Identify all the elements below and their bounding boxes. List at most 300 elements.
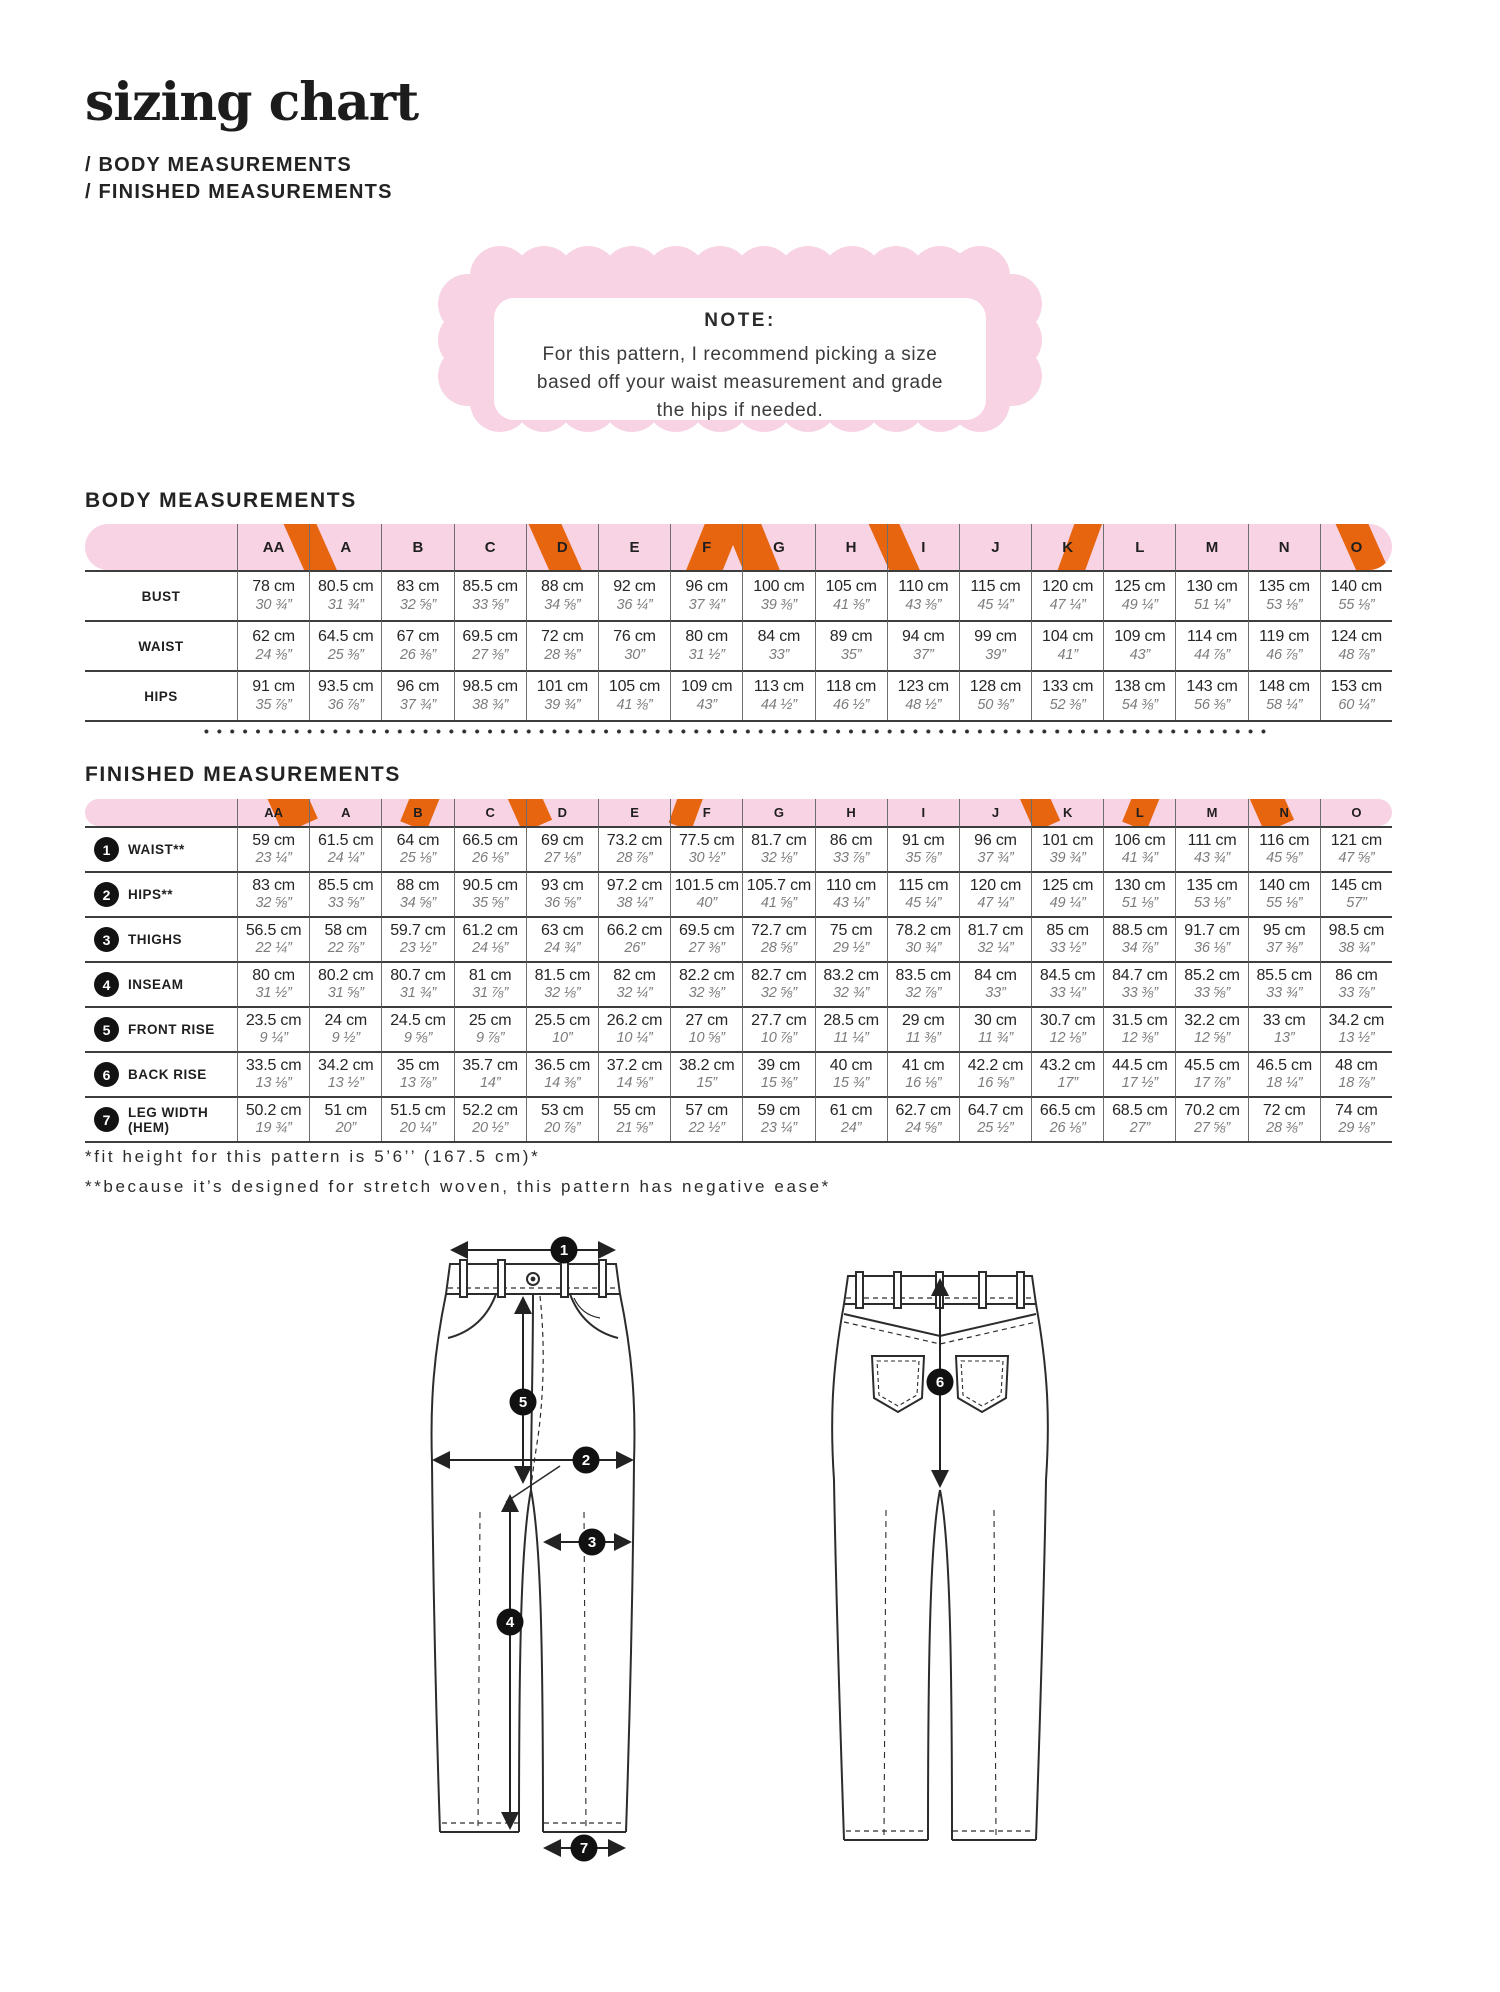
measurement-cell <box>1320 916 1392 961</box>
measurement-cm: 66.5 cm <box>1039 1102 1096 1119</box>
measurement-cell <box>670 1006 742 1051</box>
measurement-cm: 101.5 cm <box>674 877 739 894</box>
measurement-inches: 30 ¾” <box>255 597 292 613</box>
measurement-cell <box>237 1051 309 1096</box>
crease-lines <box>478 1512 586 1828</box>
measurement-inches: 33 ¼” <box>1049 985 1086 1001</box>
measurement-cm: 83 cm <box>252 877 295 894</box>
row-number-badge: 5 <box>94 1017 119 1042</box>
measurement-cm: 80.5 cm <box>318 578 374 595</box>
measurement-inches: 21 ⅝” <box>616 1120 653 1136</box>
measurement-cm: 66.5 cm <box>462 832 518 849</box>
measurement-inches: 26 ⅜” <box>399 647 437 663</box>
measurement-cm: 84 cm <box>757 628 801 645</box>
measurement-inches: 15 ¾” <box>833 1075 870 1091</box>
measurement-inches: 41 ⅝” <box>760 895 797 911</box>
size-column-header: D <box>526 799 598 826</box>
measurement-cm: 69 cm <box>541 832 584 849</box>
measurement-cell <box>1103 826 1175 871</box>
measurement-cm: 64.7 cm <box>967 1102 1024 1119</box>
measurement-cm: 86 cm <box>1335 967 1378 984</box>
measurement-cell <box>526 961 598 1006</box>
measurement-cell <box>454 871 526 916</box>
row-label-text: FRONT RISE <box>128 1022 215 1037</box>
measurement-cm: 97.2 cm <box>606 877 663 894</box>
measurement-cm: 30.7 cm <box>1039 1012 1096 1029</box>
measurement-cell <box>815 871 887 916</box>
measurement-cell <box>381 961 453 1006</box>
measurement-inches: 25 ⅛” <box>399 850 437 866</box>
measurement-cell <box>1320 1051 1392 1096</box>
measurement-cell <box>1031 826 1103 871</box>
measurement-inches: 22 ⅞” <box>327 940 364 956</box>
measurement-inches: 28 ⅞” <box>616 850 653 866</box>
measurement-cm: 119 cm <box>1259 628 1310 645</box>
body-measurements-table <box>85 524 1392 722</box>
measurement-inches: 14 ⅜” <box>544 1075 581 1091</box>
measurement-cell <box>1248 826 1320 871</box>
measurement-cm: 33.5 cm <box>245 1057 302 1074</box>
measurement-cell <box>237 1006 309 1051</box>
measurement-inches: 25 ⅜” <box>327 647 364 663</box>
measurement-cm: 23.5 cm <box>245 1012 302 1029</box>
measurement-inches: 36 ¼” <box>616 597 653 613</box>
measurement-cell <box>1248 916 1320 961</box>
row-label <box>85 620 237 670</box>
row-label <box>85 570 237 620</box>
measurement-cell <box>1031 570 1103 620</box>
measurement-inches: 52 ⅜” <box>1049 697 1086 713</box>
size-column-header: N <box>1248 799 1320 826</box>
measurement-cell <box>1103 916 1175 961</box>
measurement-cm: 84 cm <box>974 967 1017 984</box>
marker-thighs <box>579 1529 606 1556</box>
svg-text:4: 4 <box>505 1614 515 1631</box>
measurement-cell <box>1103 620 1175 670</box>
measurement-cm: 100 cm <box>753 578 805 595</box>
measurement-cell <box>526 916 598 961</box>
measurement-inches: 36 ⅛” <box>1193 940 1231 956</box>
measurement-cell <box>1031 670 1103 720</box>
measurement-inches: 12 ⅝” <box>1193 1030 1231 1046</box>
size-column-header: E <box>598 524 670 570</box>
measurement-cell <box>454 570 526 620</box>
measurement-cell <box>1320 1096 1392 1141</box>
pants-front-diagram <box>368 1232 698 1872</box>
measurement-inches: 32 ⅝” <box>399 597 437 613</box>
measurement-inches: 29 ⅛” <box>1338 1120 1375 1136</box>
measurement-cell <box>381 826 453 871</box>
row-label-text: HIPS <box>144 688 178 704</box>
measurement-inches: 22 ¼” <box>255 940 292 956</box>
back-pocket-right <box>956 1356 1008 1412</box>
measurement-inches: 43 ⅜” <box>905 597 942 613</box>
note-heading: NOTE: <box>704 310 776 331</box>
size-column-header: O <box>1320 524 1392 570</box>
measurement-cm: 115 cm <box>970 578 1021 595</box>
measurement-cm: 29 cm <box>901 1012 945 1029</box>
marker-hips <box>573 1447 600 1474</box>
measurement-inches: 48 ⅞” <box>1338 647 1375 663</box>
measurement-inches: 36 ⅞” <box>327 697 364 713</box>
measurement-inches: 13 ⅞” <box>399 1075 437 1091</box>
measurement-inches: 33” <box>985 985 1006 1001</box>
measurement-cm: 70.2 cm <box>1184 1102 1240 1119</box>
measurement-cell <box>887 961 959 1006</box>
inseam-right <box>940 1490 952 1840</box>
measurement-inches: 31 ½” <box>688 647 725 663</box>
measurement-cell <box>309 826 381 871</box>
measurement-cell <box>815 670 887 720</box>
measurement-cm: 35 cm <box>396 1057 440 1074</box>
measurement-cm: 61.2 cm <box>462 922 518 939</box>
measurement-cm: 76 cm <box>613 628 656 645</box>
measurement-cm: 42.2 cm <box>967 1057 1024 1074</box>
measurement-cell <box>742 570 814 620</box>
measurement-inches: 24 ⅜” <box>255 647 292 663</box>
belt-loop <box>561 1260 568 1297</box>
measurement-cell <box>454 826 526 871</box>
measurement-cm: 130 cm <box>1186 578 1238 595</box>
row-label <box>85 1006 237 1051</box>
measurement-cell <box>454 916 526 961</box>
measurement-inches: 35 ⅞” <box>255 697 292 713</box>
measurement-cell <box>381 620 453 670</box>
measurement-inches: 20 ½” <box>472 1120 509 1136</box>
measurement-cm: 36.5 cm <box>534 1057 591 1074</box>
measurement-cm: 104 cm <box>1042 628 1094 645</box>
measurement-cm: 120 cm <box>969 877 1022 894</box>
measurement-cell <box>959 1006 1031 1051</box>
measurement-cm: 24 cm <box>324 1012 368 1029</box>
measurement-cell <box>887 916 959 961</box>
measurement-inches: 32 ⅛” <box>760 850 797 866</box>
measurement-cm: 69.5 cm <box>678 922 735 939</box>
measurement-inches: 34 ⅝” <box>544 597 581 613</box>
measurement-inches: 10 ⅞” <box>760 1030 797 1046</box>
measurement-cm: 62 cm <box>252 628 295 645</box>
measurement-inches: 47 ¼” <box>977 895 1014 911</box>
svg-text:1: 1 <box>559 1242 569 1259</box>
measurement-inches: 9 ⅝” <box>403 1030 433 1046</box>
measurement-inches: 28 ⅜” <box>544 647 581 663</box>
row-label-text: INSEAM <box>128 977 184 992</box>
measurement-inches: 18 ¼” <box>1266 1075 1303 1091</box>
measurement-cm: 39 cm <box>757 1057 801 1074</box>
measurement-cm: 101 cm <box>536 678 588 695</box>
measurement-inches: 27 ⅜” <box>688 940 725 956</box>
measurement-cell <box>1320 1006 1392 1051</box>
size-column-header: B <box>381 524 453 570</box>
measurement-cm: 34.2 cm <box>1328 1012 1385 1029</box>
measurement-cm: 27.7 cm <box>751 1012 807 1029</box>
measurement-inches: 39 ¾” <box>1049 850 1086 866</box>
measurement-cm: 50.2 cm <box>245 1102 302 1119</box>
size-column-header: N <box>1248 524 1320 570</box>
row-label-text: WAIST <box>138 638 184 654</box>
measurement-cm: 59 cm <box>757 1102 801 1119</box>
measurement-inches: 39 ⅜” <box>760 597 797 613</box>
measurement-cell <box>1031 1006 1103 1051</box>
measurement-inches: 32 ¾” <box>833 985 870 1001</box>
measurement-cell <box>1103 1096 1175 1141</box>
measurement-cell <box>381 1006 453 1051</box>
measurement-cell <box>309 570 381 620</box>
measurement-cell <box>670 620 742 670</box>
measurement-cell <box>815 1051 887 1096</box>
measurement-cell <box>598 1096 670 1141</box>
measurement-cm: 135 cm <box>1186 877 1238 894</box>
measurement-cm: 82.7 cm <box>751 967 807 984</box>
measurement-cm: 35.7 cm <box>462 1057 518 1074</box>
size-column-header: G <box>742 799 814 826</box>
measurement-inches: 39 ¾” <box>544 697 581 713</box>
measurement-cell <box>815 961 887 1006</box>
measurement-cell <box>1248 1006 1320 1051</box>
measurement-inches: 10 ⅝” <box>688 1030 725 1046</box>
measurement-cm: 83 cm <box>396 578 440 595</box>
size-column-header: M <box>1175 524 1247 570</box>
measurement-cell <box>598 826 670 871</box>
row-label-text: THIGHS <box>128 932 183 947</box>
measurement-cell <box>959 570 1031 620</box>
measurement-inches: 37 ¾” <box>977 850 1014 866</box>
measurement-inches: 33 ½” <box>1049 940 1086 956</box>
measurement-cell <box>1248 670 1320 720</box>
front-pocket-left <box>448 1294 496 1338</box>
measurement-cell <box>670 1051 742 1096</box>
size-column-header: A <box>309 799 381 826</box>
measurement-inches: 32 ⅞” <box>905 985 942 1001</box>
measurement-cell <box>237 871 309 916</box>
measurement-cell <box>454 1006 526 1051</box>
measurement-cell <box>1103 1051 1175 1096</box>
marker-back-rise <box>927 1369 954 1396</box>
measurement-cell <box>309 620 381 670</box>
measurement-cm: 89 cm <box>829 628 873 645</box>
measurement-inches: 24 ¼” <box>327 850 364 866</box>
measurement-inches: 34 ⅝” <box>399 895 437 911</box>
measurement-inches: 36 ⅝” <box>544 895 581 911</box>
measurement-cell <box>1320 620 1392 670</box>
footnotes <box>85 1142 831 1202</box>
measurement-inches: 51 ¼” <box>1193 597 1231 613</box>
measurement-inches: 50 ⅜” <box>977 697 1014 713</box>
measurement-inches: 51 ⅛” <box>1121 895 1158 911</box>
size-column-header: G <box>742 524 814 570</box>
measurement-cell <box>1175 961 1247 1006</box>
measurement-inches: 19 ¾” <box>255 1120 292 1136</box>
measurement-cm: 86 cm <box>829 832 873 849</box>
measurement-inches: 33 ¾” <box>1266 985 1303 1001</box>
measurement-inches: 53 ⅛” <box>1193 895 1231 911</box>
measurement-cell <box>526 620 598 670</box>
measurement-cm: 41 cm <box>901 1057 945 1074</box>
measurement-cell <box>526 1006 598 1051</box>
measurement-inches: 11 ¾” <box>977 1030 1013 1046</box>
marker-front-rise <box>510 1389 537 1416</box>
measurement-inches: 47 ¼” <box>1049 597 1086 613</box>
row-label <box>85 961 237 1006</box>
measurement-inches: 37 ⅜” <box>1266 940 1303 956</box>
measurement-cell <box>887 826 959 871</box>
measurement-cell <box>454 961 526 1006</box>
finished-measurements-heading: FINISHED MEASUREMENTS <box>85 763 401 786</box>
measurement-inches: 54 ⅜” <box>1121 697 1158 713</box>
measurement-cm: 106 cm <box>1114 832 1166 849</box>
inseam-left <box>519 1490 531 1832</box>
measurement-inches: 31 ⅝” <box>327 985 364 1001</box>
measurement-cm: 81 cm <box>468 967 512 984</box>
measurement-cm: 72 cm <box>541 628 584 645</box>
belt-loop <box>894 1272 901 1308</box>
crease-lines <box>884 1510 996 1836</box>
measurement-cm: 123 cm <box>897 678 949 695</box>
measurement-inches: 13 ½” <box>1338 1030 1375 1046</box>
size-column-header: H <box>815 524 887 570</box>
subtitle-line-finished: / FINISHED MEASUREMENTS <box>85 181 393 203</box>
body-measurements-grid <box>85 524 1392 722</box>
measurement-inches: 16 ⅝” <box>977 1075 1014 1091</box>
measurement-cm: 80.2 cm <box>318 967 374 984</box>
measurement-cell <box>454 620 526 670</box>
measurement-cm: 69.5 cm <box>462 628 518 645</box>
svg-text:3: 3 <box>587 1534 597 1551</box>
measurement-cm: 130 cm <box>1114 877 1166 894</box>
row-label-text: LEG WIDTH (HEM) <box>128 1104 209 1135</box>
table-corner <box>85 524 237 570</box>
measurement-inches: 46 ⅞” <box>1266 647 1303 663</box>
measurement-cell <box>959 1096 1031 1141</box>
measurement-cell <box>887 620 959 670</box>
note-box <box>404 230 1076 448</box>
measurement-inches: 12 ⅛” <box>1049 1030 1086 1046</box>
measurement-cell <box>1103 961 1175 1006</box>
measurement-cm: 46.5 cm <box>1256 1057 1312 1074</box>
measurement-inches: 23 ½” <box>399 940 437 956</box>
measurement-inches: 17 ⅞” <box>1193 1075 1231 1091</box>
measurement-cm: 52.2 cm <box>462 1102 518 1119</box>
measurement-inches: 24 ⅛” <box>472 940 509 956</box>
measurement-inches: 13” <box>1274 1030 1295 1046</box>
measurement-cell <box>309 916 381 961</box>
measurement-cell <box>237 670 309 720</box>
measurement-cell <box>237 826 309 871</box>
measurement-cell <box>670 670 742 720</box>
measurement-cm: 61.5 cm <box>318 832 374 849</box>
measurement-inches: 41 ⅜” <box>616 697 653 713</box>
measurement-cm: 85.2 cm <box>1184 967 1240 984</box>
measurement-cm: 115 cm <box>898 877 949 894</box>
size-column-header: AA <box>237 524 309 570</box>
measurement-cm: 153 cm <box>1330 678 1383 695</box>
measurement-inches: 23 ¼” <box>255 850 292 866</box>
measurement-cm: 38.2 cm <box>678 1057 735 1074</box>
measurement-inches: 28 ⅜” <box>1266 1120 1303 1136</box>
measurement-inches: 35 ⅝” <box>472 895 509 911</box>
measurement-inches: 41 ⅜” <box>833 597 870 613</box>
size-column-header: B <box>381 799 453 826</box>
measurement-cm: 128 cm <box>969 678 1022 695</box>
measurement-inches: 49 ¼” <box>1049 895 1086 911</box>
measurement-inches: 37” <box>913 647 934 663</box>
size-column-header: F <box>670 524 742 570</box>
size-column-header: A <box>309 524 381 570</box>
measurement-cell <box>1031 1096 1103 1141</box>
measurement-cell <box>598 916 670 961</box>
measurement-cell <box>1031 961 1103 1006</box>
row-number-badge: 4 <box>94 972 119 997</box>
measurement-inches: 31 ⅞” <box>472 985 509 1001</box>
size-column-header: C <box>454 524 526 570</box>
measurement-cm: 80 cm <box>252 967 295 984</box>
measurement-cell <box>598 1006 670 1051</box>
measurement-inches: 41” <box>1057 647 1078 663</box>
measurement-inches: 31 ½” <box>255 985 292 1001</box>
measurement-cm: 61 cm <box>829 1102 873 1119</box>
measurement-cm: 74 cm <box>1335 1102 1378 1119</box>
measurement-inches: 46 ½” <box>833 697 870 713</box>
measurement-inches: 32 ⅛” <box>544 985 581 1001</box>
measurement-inches: 49 ¼” <box>1121 597 1158 613</box>
measurement-inches: 32 ¼” <box>977 940 1014 956</box>
measurement-cm: 45.5 cm <box>1184 1057 1240 1074</box>
measurement-inches: 13 ⅛” <box>255 1075 292 1091</box>
measurement-cell <box>815 570 887 620</box>
row-label <box>85 1051 237 1096</box>
svg-text:7: 7 <box>579 1840 589 1857</box>
page-title: sizing chart <box>85 72 419 133</box>
measurement-inches: 17” <box>1057 1075 1078 1091</box>
measurement-cm: 68.5 cm <box>1112 1102 1168 1119</box>
measurement-cell <box>1175 916 1247 961</box>
measurement-inches: 32 ⅝” <box>255 895 292 911</box>
measurement-cm: 85.5 cm <box>318 877 374 894</box>
measurement-cell <box>1320 826 1392 871</box>
measurement-cm: 110 cm <box>898 578 949 595</box>
measurement-inches: 14 ⅝” <box>616 1075 653 1091</box>
measurement-inches: 58 ¼” <box>1266 697 1303 713</box>
size-column-header: M <box>1175 799 1247 826</box>
row-label-text: WAIST** <box>128 842 185 857</box>
measurement-inches: 28 ⅝” <box>760 940 797 956</box>
measurement-cell <box>526 670 598 720</box>
measurement-inches: 38 ¼” <box>616 895 653 911</box>
measurement-cell <box>598 570 670 620</box>
measurement-cm: 78.2 cm <box>895 922 952 939</box>
measurement-cm: 83.5 cm <box>895 967 952 984</box>
measurement-inches: 18 ⅞” <box>1338 1075 1375 1091</box>
measurement-cm: 26.2 cm <box>606 1012 663 1029</box>
footnote-fit-height: *fit height for this pattern is 5’6’’ (167.5 cm)* <box>85 1147 541 1166</box>
measurement-cm: 93 cm <box>541 877 584 894</box>
measurement-cm: 85.5 cm <box>1256 967 1312 984</box>
measurement-cm: 98.5 cm <box>462 678 518 695</box>
measurement-inches: 11 ⅜” <box>905 1030 941 1046</box>
measurement-inches: 57” <box>1346 895 1367 911</box>
side-seam-left <box>832 1304 844 1840</box>
measurement-cell <box>598 961 670 1006</box>
measurement-cm: 51 cm <box>324 1102 368 1119</box>
measurement-inches: 33 ⅞” <box>1338 985 1375 1001</box>
size-column-header: I <box>887 524 959 570</box>
measurement-inches: 53 ⅛” <box>1266 597 1303 613</box>
measurement-cm: 90.5 cm <box>462 877 518 894</box>
measurement-inches: 9 ½” <box>331 1030 360 1046</box>
measurement-cell <box>670 916 742 961</box>
measurement-cell <box>815 1096 887 1141</box>
page-subtitle <box>85 152 393 206</box>
